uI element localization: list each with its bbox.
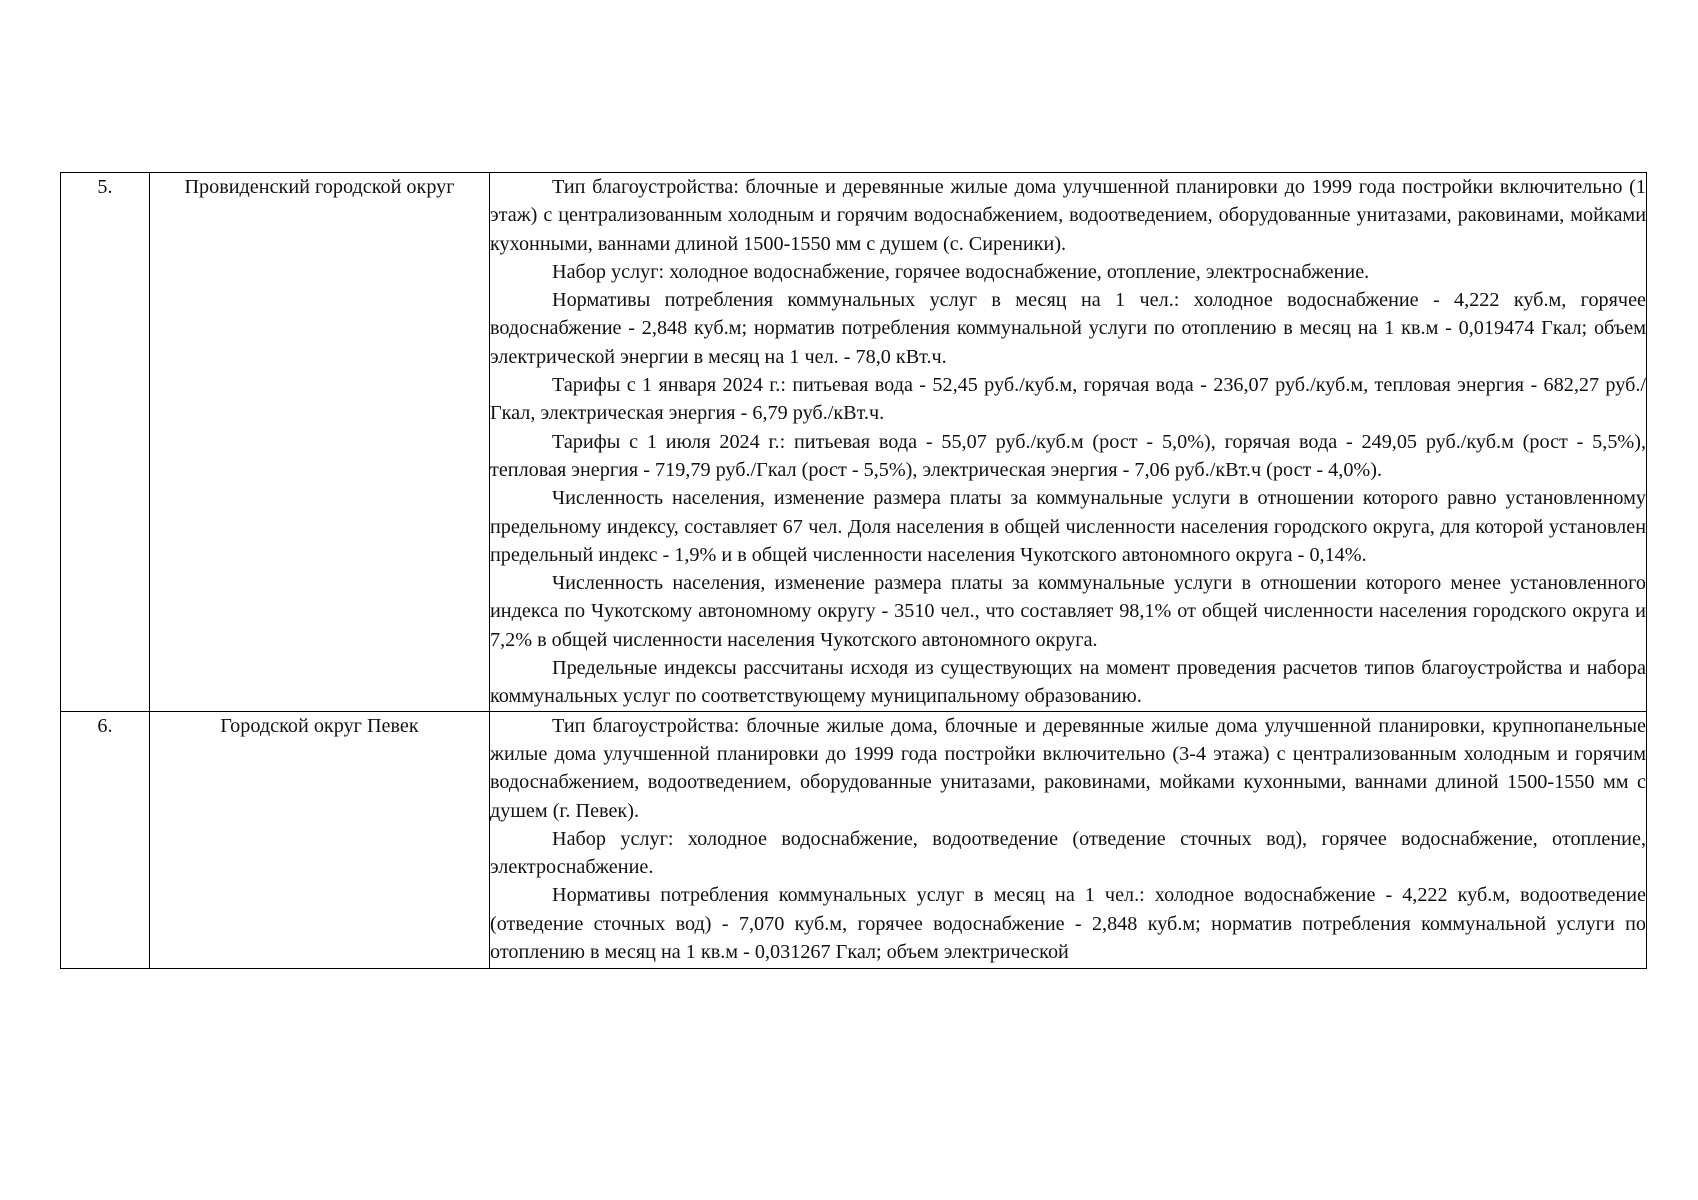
paragraph: Тип благоустройства: блочные и деревянные жилые дома улучшенной планировки до 1999 года постройки включительно (1 этаж) с централизованным холодным и горячим водоснабжением, водоотведением, оборудованные унитазами, раковинами, мойками кухонными, ваннами длиной 1500-1550 мм с душем (с. Сиреники). — [490, 176, 1646, 255]
row-number: 5. — [61, 173, 150, 712]
municipality-name: Провиденский городской округ — [150, 173, 490, 712]
paragraph: Нормативы потребления коммунальных услуг в месяц на 1 чел.: холодное водоснабжение - 4,222 куб.м, водоотведение (отведение сточных вод) - 7,070 куб.м, горячее водоснабжение - 2,848 куб.м; норматив потребления коммунальной услуги по отоплению в месяц на 1 кв.м - 0,031267 Гкал; объем электрической — [490, 884, 1646, 964]
paragraph: Набор услуг: холодное водоснабжение, горячее водоснабжение, отопление, электроснабжение. — [552, 260, 1370, 283]
table-row — [61, 711, 1647, 968]
tariff-table — [60, 172, 1647, 969]
row-number: 6. — [61, 711, 150, 968]
paragraph: Предельные индексы рассчитаны исходя из существующих на момент проведения расчетов типов благоустройства и набора коммунальных услуг по соответствующему муниципальному образованию. — [490, 657, 1646, 708]
paragraph: Численность населения, изменение размера платы за коммунальные услуги в отношении которого менее установленного индекса по Чукотскому автономному округу - 3510 чел., что составляет 98,1% от общей численности населения городского округа и 7,2% в общей численности населения Чукотского автономного округа. — [490, 572, 1646, 651]
table-row — [61, 173, 1647, 712]
row-description — [490, 173, 1647, 712]
row-description-clip — [490, 712, 1646, 966]
paragraph: Тарифы с 1 января 2024 г.: питьевая вода - 52,45 руб./куб.м, горячая вода - 236,07 руб./куб.м, тепловая энергия - 682,27 руб./Гкал, электрическая энергия - 6,79 руб./кВт.ч. — [490, 374, 1646, 425]
paragraph: Набор услуг: холодное водоснабжение, водоотведение (отведение сточных вод), горячее водоснабжение, отопление, электроснабжение. — [490, 827, 1646, 879]
paragraph: Тип благоустройства: блочные жилые дома, блочные и деревянные жилые дома улучшенной планировки, крупнопанельные жилые дома улучшенной планировки до 1999 года постройки включительно (3-4 этажа) с централизованным холодным и горячим водоснабжением, водоотведением, оборудованные унитазами, раковинами, мойками кухонными, ваннами длиной 1500-1550 мм с душем (г. Певек). — [490, 714, 1646, 822]
paragraph: Нормативы потребления коммунальных услуг в месяц на 1 чел.: холодное водоснабжение - 4,222 куб.м, горячее водоснабжение - 2,848 куб.м; норматив потребления коммунальной услуги по отоплению в месяц на 1 кв.м - 0,019474 Гкал; объем электрической энергии в месяц на 1 чел. - 78,0 кВт.ч. — [490, 289, 1646, 368]
municipality-name: Городской округ Певек — [150, 711, 490, 968]
row-description — [490, 711, 1647, 968]
paragraph: Численность населения, изменение размера платы за коммунальные услуги в отношении которого равно установленному предельному индексу, составляет 67 чел. Доля населения в общей численности населения городского округа, для которой установлен предельный индекс - 1,9% и в общей численности населения Чукотского автономного округа - 0,14%. — [490, 487, 1646, 566]
paragraph: Тарифы с 1 июля 2024 г.: питьевая вода - 55,07 руб./куб.м (рост - 5,0%), горячая вода - 249,05 руб./куб.м (рост - 5,5%), тепловая энергия - 719,79 руб./Гкал (рост - 5,5%), электрическая энергия - 7,06 руб./кВт.ч (рост - 4,0%). — [490, 430, 1646, 481]
